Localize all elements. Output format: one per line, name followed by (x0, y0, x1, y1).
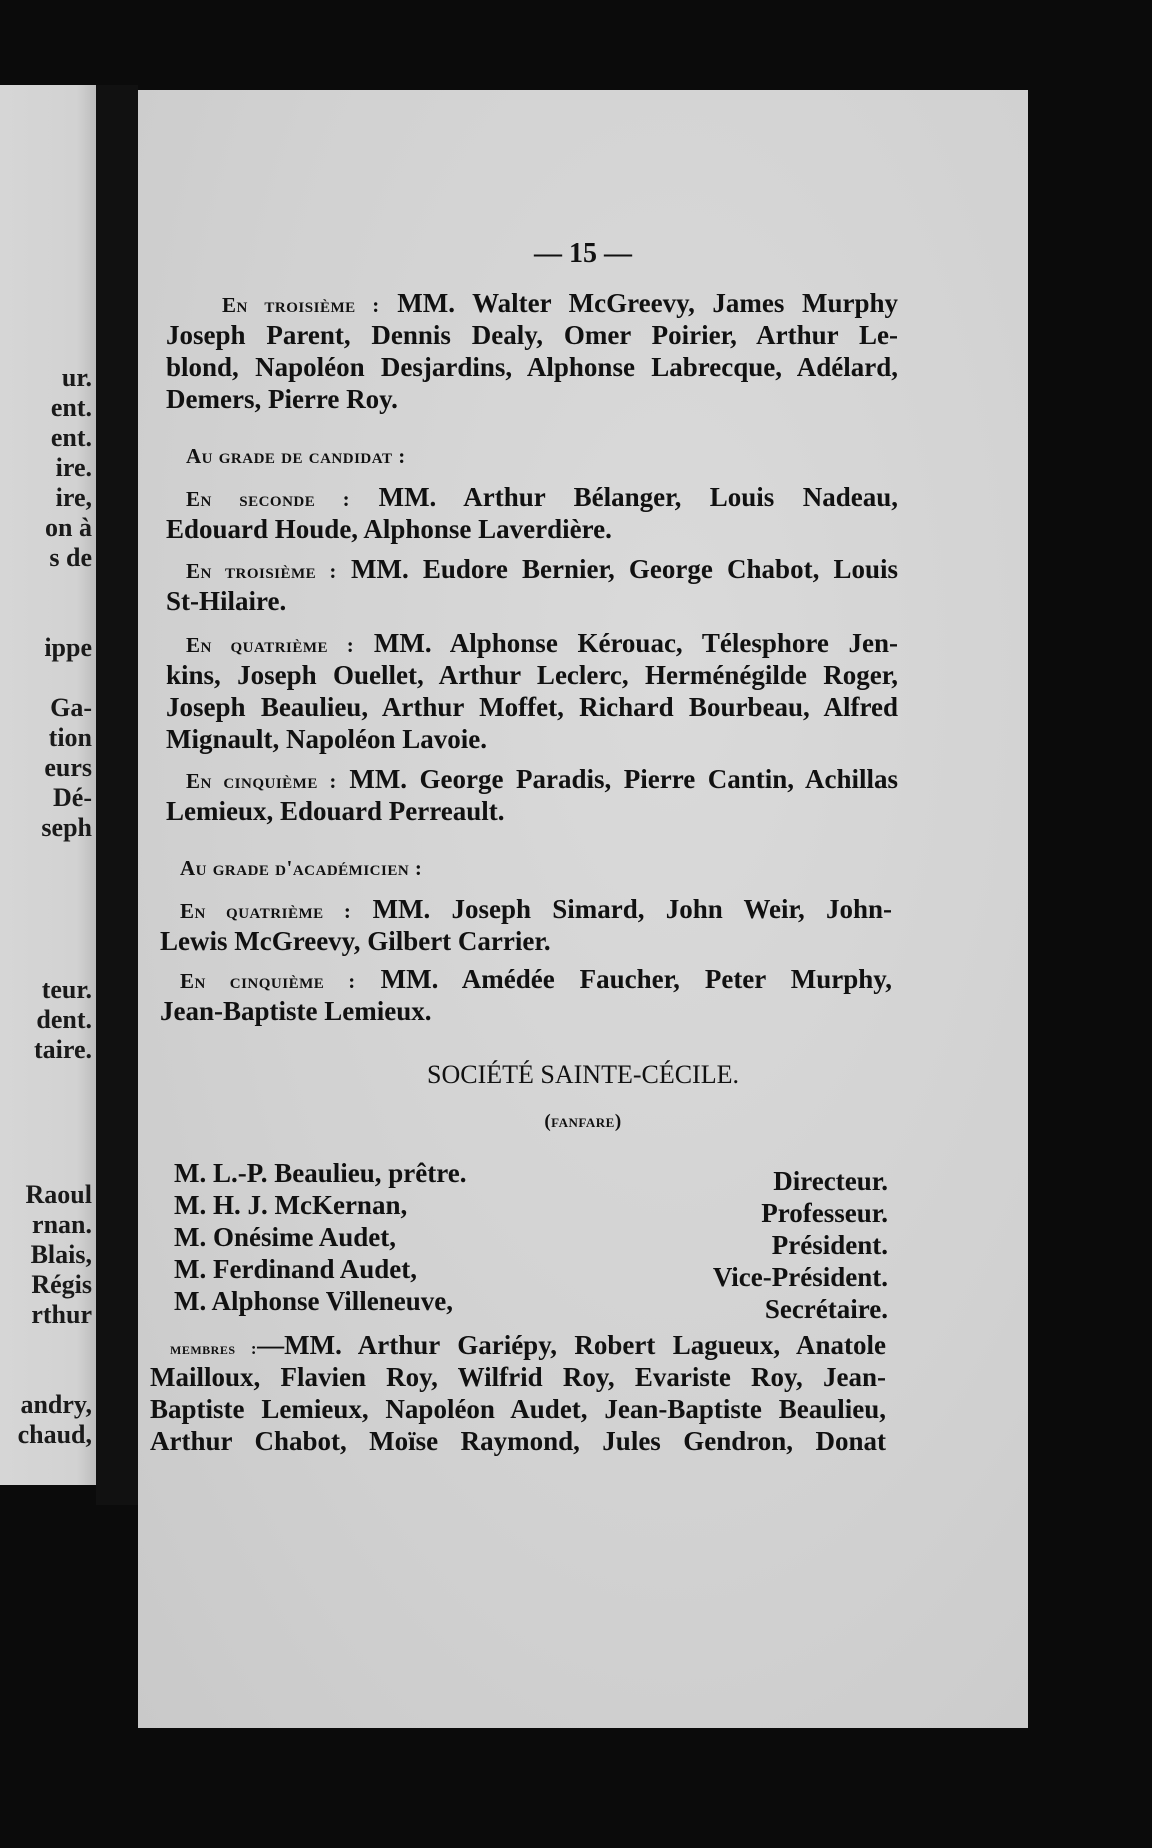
text-line: Arthur Chabot, Moïse Raymond, Jules Gendron, Donat (150, 1426, 886, 1456)
society-title: SOCIÉTÉ SAINTE-CÉCILE. (427, 1060, 739, 1089)
left-fragment: rnan. (32, 1210, 92, 1239)
book-gutter (96, 85, 138, 1505)
line-text: MM. Alphonse Kérouac, Télesphore Jen- (354, 628, 898, 658)
book-page (138, 90, 1028, 1728)
officer-name: M. L.-P. Beaulieu, prêtre. (174, 1158, 467, 1188)
class-label: En cinquième : (186, 769, 337, 793)
text-line: Joseph Beaulieu, Arthur Moffet, Richard Bourbeau, Alfred (166, 692, 898, 722)
line-text: MM. George Paradis, Pierre Cantin, Achillas (336, 764, 898, 794)
line-text: MM. Arthur Bélanger, Louis Nadeau, (350, 482, 898, 512)
section-heading: Au grade d'académicien : (180, 856, 423, 880)
text-line: blond, Napoléon Desjardins, Alphonse Labrecque, Adélard, (166, 352, 898, 382)
class-label: En quatrième : (186, 633, 355, 657)
officer-name: M. Onésime Audet, (174, 1222, 396, 1252)
officer-role: Directeur. (773, 1166, 888, 1196)
left-fragment: Ga- (50, 693, 92, 722)
left-fragment: ire. (55, 453, 92, 482)
text-line: Mailloux, Flavien Roy, Wilfrid Roy, Evariste Roy, Jean- (150, 1362, 886, 1392)
officer-name: M. Ferdinand Audet, (174, 1254, 418, 1284)
text-line: Edouard Houde, Alphonse Laverdière. (166, 514, 612, 544)
officer-name: M. H. J. McKernan, (174, 1190, 408, 1220)
text-line: kins, Joseph Ouellet, Arthur Leclerc, Herménégilde Roger, (166, 660, 898, 690)
text-line: Baptiste Lemieux, Napoléon Audet, Jean-Baptiste Beaulieu, (150, 1394, 886, 1424)
text-line: St-Hilaire. (166, 586, 287, 616)
text-line (180, 966, 892, 993)
text-line (186, 766, 898, 793)
officer-role: Vice-Président. (712, 1262, 888, 1292)
text-line: Mignault, Napoléon Lavoie. (166, 724, 488, 754)
officer-role: Professeur. (761, 1198, 888, 1228)
text-line: Lewis McGreevy, Gilbert Carrier. (160, 926, 551, 956)
left-fragment: dent. (36, 1005, 92, 1034)
page-number: — 15 — (534, 238, 632, 269)
left-fragment: Régis (31, 1270, 92, 1299)
class-label: En seconde : (186, 487, 351, 511)
left-fragment: eurs (44, 753, 92, 782)
officer-role: Secrétaire. (764, 1294, 888, 1324)
members-label: membres : (170, 1339, 258, 1358)
class-label: En cinquième : (180, 969, 356, 993)
class-label: En troisième : (186, 559, 337, 583)
left-fragment: seph (41, 813, 92, 842)
text-line: Demers, Pierre Roy. (166, 384, 398, 414)
left-fragment: taire. (34, 1035, 92, 1064)
left-fragment: on à (45, 513, 92, 542)
class-label: En troisième : (222, 293, 380, 317)
text-line (222, 290, 898, 317)
class-label: En quatrième : (180, 899, 352, 923)
text-line: Lemieux, Edouard Perreault. (166, 796, 505, 826)
text-line: Joseph Parent, Dennis Dealy, Omer Poirier, Arthur Le- (166, 320, 898, 350)
text-line (186, 630, 898, 657)
officer-name: M. Alphonse Villeneuve, (174, 1286, 454, 1316)
left-fragment: ent. (50, 393, 92, 422)
text-line (170, 1332, 886, 1359)
left-fragment: s de (49, 543, 92, 572)
left-fragment: Raoul (25, 1180, 92, 1209)
left-fragment: chaud, (17, 1420, 92, 1449)
left-page-fragment (0, 85, 96, 1485)
line-text: MM. Walter McGreevy, James Murphy (379, 288, 898, 318)
society-subtitle: (fanfare) (544, 1111, 622, 1132)
left-fragment: Dé- (53, 783, 92, 812)
left-fragment: ur. (61, 363, 92, 392)
left-fragment: ire, (55, 483, 92, 512)
line-text: MM. Joseph Simard, John Weir, John- (351, 894, 892, 924)
officer-role: Président. (771, 1230, 888, 1260)
left-fragment: ent. (50, 423, 92, 452)
left-fragment: rthur (31, 1300, 92, 1329)
text-line: Jean-Baptiste Lemieux. (160, 996, 432, 1026)
text-line (180, 896, 892, 923)
line-text: MM. Eudore Bernier, George Chabot, Louis (336, 554, 899, 584)
left-fragment: tion (48, 723, 92, 752)
text-line (186, 556, 898, 583)
line-text: —MM. Arthur Gariépy, Robert Lagueux, Anatole (257, 1330, 886, 1360)
left-fragment: Blais, (30, 1240, 92, 1269)
line-text: MM. Amédée Faucher, Peter Murphy, (355, 964, 892, 994)
text-line (186, 484, 898, 511)
left-fragment: teur. (41, 975, 92, 1004)
section-heading: Au grade de candidat : (186, 444, 406, 468)
left-fragment: ippe (44, 633, 92, 662)
left-fragment: andry, (20, 1390, 92, 1419)
